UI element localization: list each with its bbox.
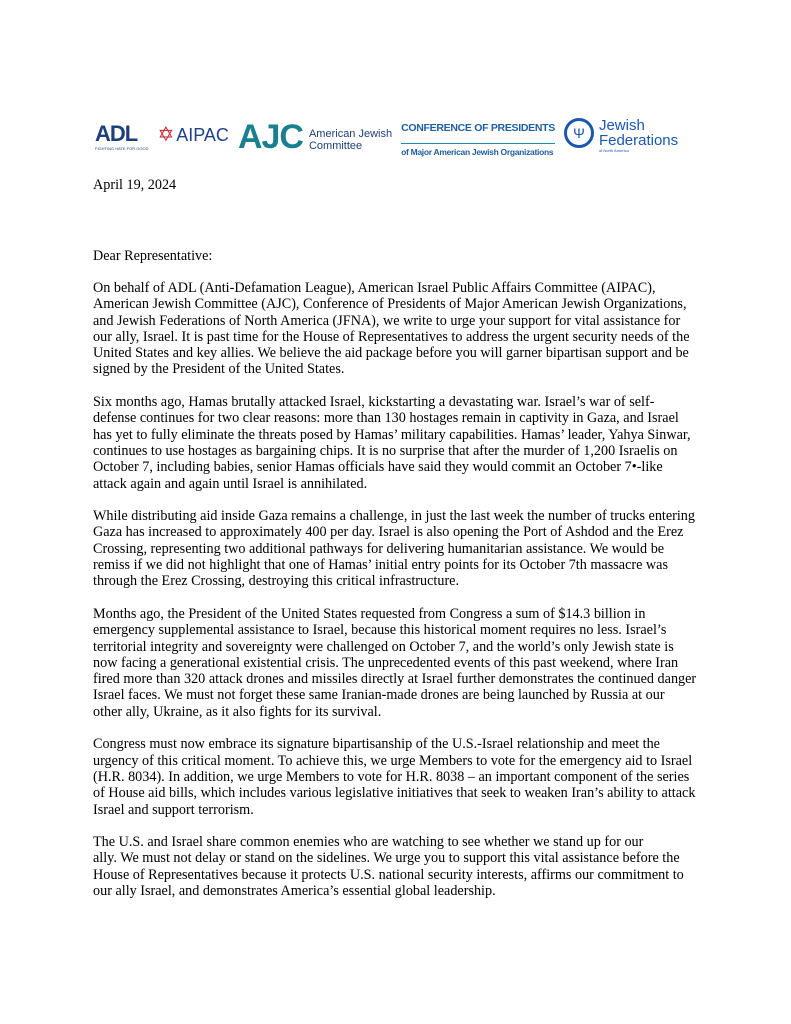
paragraph-line: October 7, including babies, senior Hamas officials have said they would commit an October 7•-like: [93, 459, 663, 476]
paragraph-line: urgency of this critical moment. To achieve this, we urge Members to vote for the emergency aid to Israel: [93, 752, 693, 769]
paragraph-line: other ally, Ukraine, as it also fights for its survival.: [93, 703, 382, 720]
adl-logo: [95, 122, 148, 151]
paragraph-line: our ally Israel, and demonstrates America’s essential global leadership.: [93, 882, 496, 899]
paragraph-line: Israel faces. We must not forget these same Iranian-made drones are being launched by Russia at our: [93, 687, 665, 704]
jfna-sub: of North America: [598, 148, 629, 153]
paragraph-line: Crossing, representing two additional pathways for delivering humanitarian assistance. We would be: [93, 540, 665, 557]
paragraph-line: of House aid bills, which includes various legislative initiatives that seek to weaken Iran’s ability to attack: [93, 785, 696, 802]
paragraph-line: attack again and again until Israel is annihilated.: [93, 475, 368, 492]
paragraph-line: our ally, Israel. It is past time for the House of Representatives to address the urgent security needs of the: [93, 328, 690, 345]
paragraph-line: (H.R. 8034). In addition, we urge Members to vote for H.R. 8038 – an important component of the series: [93, 768, 690, 785]
paragraph: [93, 280, 733, 378]
paragraph-line: has yet to fully eliminate the threats posed by Hamas’ military capabilities. Hamas’ leader, Yahya Sinwar,: [93, 426, 691, 443]
paragraph-line: On behalf of ADL (Anti-Defamation League), American Israel Public Affairs Committee (AIPAC),: [93, 280, 656, 296]
paragraph-line: While distributing aid inside Gaza remains a challenge, in just the last week the number of trucks entering: [93, 508, 695, 525]
paragraph-line: Six months ago, Hamas brutally attacked Israel, kickstarting a devastating war. Israel’s war of self-: [93, 394, 655, 411]
letter-date: April 19, 2024: [93, 177, 177, 193]
ajc-logo: AJC: [237, 118, 303, 156]
paragraph-line: ally. We must not delay or stand on the sidelines. We urge you to support this vital assistance before the: [93, 850, 680, 867]
paragraph-line: continues to use hostages as bargaining chips. It is no surprise that after the murder of 1,200 Israelis on: [93, 442, 678, 459]
adl-tagline: FIGHTING HATE FOR GOOD: [95, 146, 149, 151]
cop-line: of Major American Jewish Organizations: [401, 143, 555, 159]
paragraph-line: defense continues for two clear reasons: more than 130 hostages remain in captivity in Gaza, and Israel: [93, 410, 679, 427]
paragraph: [93, 606, 733, 720]
paragraph-line: fired more than 320 attack drones and missiles directly at Israel further demonstrates the continued danger: [93, 671, 697, 688]
letter-body: [93, 280, 733, 916]
conference-of-presidents-logo: [401, 122, 555, 159]
paragraph-line: through the Erez Crossing, destroying this critical infrastructure.: [93, 573, 460, 590]
paragraph-line: Gaza has increased to approximately 400 per day. Israel is also opening the Port of Ashdod and the Erez: [93, 524, 684, 541]
jewish-federations-logo: [564, 118, 678, 153]
jfna-line: Federations: [598, 132, 679, 149]
paragraph-line: United States and key allies. We believe the aid package before you will garner bipartisan support and be: [93, 345, 689, 362]
paragraph: [93, 736, 733, 817]
aipac-logo: [157, 124, 228, 146]
paragraph-line: signed by the President of the United States.: [93, 361, 345, 378]
paragraph-line: The U.S. and Israel share common enemies who are watching to see whether we stand up for our: [93, 834, 644, 851]
cop-line: CONFERENCE OF PRESIDENTS: [401, 122, 555, 134]
ajc-name-line: American Jewish: [308, 128, 393, 140]
paragraph-line: remiss if we did not highlight that one of Hamas’ initial entry points for its October 7th massacre was: [93, 557, 668, 574]
paragraph-line: territorial integrity and sovereignty were challenged on October 7, and the world’s only Jewish state is: [93, 638, 674, 655]
salutation: Dear Representative:: [93, 248, 213, 264]
menorah-icon: Ψ: [564, 118, 594, 148]
ajc-name-line: Committee: [308, 140, 363, 152]
aipac-logo-text: AIPAC: [176, 125, 229, 145]
paragraph-line: American Jewish Committee (AJC), Conference of Presidents of Major American Jewish Organizations,: [93, 296, 687, 313]
adl-logo-text: ADL: [95, 121, 138, 146]
paragraph-line: Congress must now embrace its signature bipartisanship of the U.S.-Israel relationship and meet the: [93, 736, 660, 753]
jfna-text: [599, 118, 678, 153]
paragraph-line: Israel and support terrorism.: [93, 801, 254, 818]
star-of-david-icon: ✡: [157, 124, 175, 146]
ajc-name: [309, 128, 392, 152]
paragraph: [93, 508, 733, 589]
paragraph-line: House of Representatives because it protects U.S. national security interests, affirms our commitment to: [93, 866, 684, 883]
logo-bar: [95, 118, 678, 163]
paragraph-line: emergency supplemental assistance to Israel, because this historical moment requires no less. Israel’s: [93, 622, 667, 639]
paragraph-line: and Jewish Federations of North America (JFNA), we write to urge your support for vital assistance for: [93, 312, 681, 329]
jfna-line: Jewish: [598, 117, 645, 134]
paragraph: [93, 394, 733, 492]
paragraph-line: now facing a generational existential crisis. The unprecedented events of this past weekend, where Iran: [93, 654, 679, 671]
paragraph: [93, 834, 733, 899]
paragraph-line: Months ago, the President of the United States requested from Congress a sum of $14.3 billion in: [93, 605, 646, 622]
